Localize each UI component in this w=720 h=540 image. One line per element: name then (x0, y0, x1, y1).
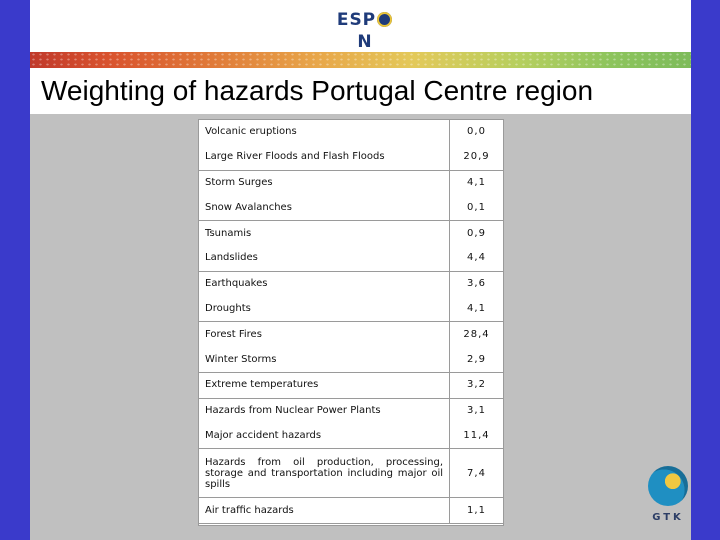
hazard-weight: 1,1 (450, 498, 504, 524)
hazard-weight: 0,9 (467, 227, 486, 239)
logo-word-right: N (357, 32, 373, 52)
globe-icon (648, 466, 688, 506)
hazard-weight: 28,4 (463, 328, 490, 340)
espon-logo (330, 9, 400, 52)
hazard-weight: 2,9 (450, 347, 504, 372)
table-row (199, 195, 503, 220)
hazard-label: Storm Surges (199, 170, 450, 195)
hazard-weight: 4,1 (467, 176, 486, 188)
hazard-weight: 3,1 (467, 405, 486, 417)
table-row (199, 221, 503, 246)
table-row (199, 398, 503, 423)
slide (30, 0, 691, 540)
table-row (199, 449, 503, 498)
map-band (30, 52, 691, 68)
hazard-label: Forest Fires (199, 322, 450, 347)
table-row (199, 170, 503, 195)
hazard-weight: 4,1 (450, 297, 504, 322)
hazard-label: Earthquakes (199, 271, 450, 296)
right-border (691, 0, 720, 540)
table-row (199, 297, 503, 322)
hazard-label: Snow Avalanches (199, 195, 450, 220)
hazard-label: Extreme temperatures (199, 372, 450, 398)
hazard-table-body (199, 120, 503, 524)
table-row (199, 145, 503, 170)
table-row (199, 120, 503, 145)
hazard-label: Tsunamis (199, 221, 450, 246)
hazard-label: Major accident hazards (199, 424, 450, 449)
hazard-label: Volcanic eruptions (199, 120, 450, 145)
header-area (30, 0, 691, 52)
logo-word-left: ESP (336, 10, 377, 30)
hazard-weight: 4,4 (450, 246, 504, 271)
hazard-weight: 7,4 (450, 449, 504, 498)
hazard-label: Hazards from oil production, processing, storage and transportation including major oil spills (199, 449, 450, 498)
hazard-weight: 0,1 (450, 195, 504, 220)
table-row (199, 271, 503, 296)
table-row (199, 347, 503, 372)
hazard-weight: 3,2 (450, 372, 504, 398)
hazard-weight: 0,0 (467, 126, 486, 138)
hazard-label: Landslides (199, 246, 450, 271)
hazard-label: Droughts (199, 297, 450, 322)
gtk-label: GTK (652, 512, 684, 523)
table-row (199, 424, 503, 449)
hazard-label: Air traffic hazards (199, 498, 450, 524)
hazard-label: Winter Storms (199, 347, 450, 372)
slide-title: Weighting of hazards Portugal Centre region (41, 75, 594, 106)
table-row (199, 498, 503, 524)
table-row (199, 246, 503, 271)
content-area (30, 114, 691, 540)
table-row (199, 322, 503, 347)
hazard-weight: 20,9 (450, 145, 504, 170)
hazard-weight: 3,6 (467, 278, 486, 290)
eu-stars-icon (377, 12, 392, 27)
hazard-label: Hazards from Nuclear Power Plants (199, 398, 450, 423)
hazard-table (198, 119, 504, 526)
title-bar (30, 68, 691, 114)
gtk-logo (646, 466, 690, 530)
hazard-weight: 11,4 (450, 424, 504, 449)
hazard-label: Large River Floods and Flash Floods (199, 145, 450, 170)
table-row (199, 372, 503, 398)
